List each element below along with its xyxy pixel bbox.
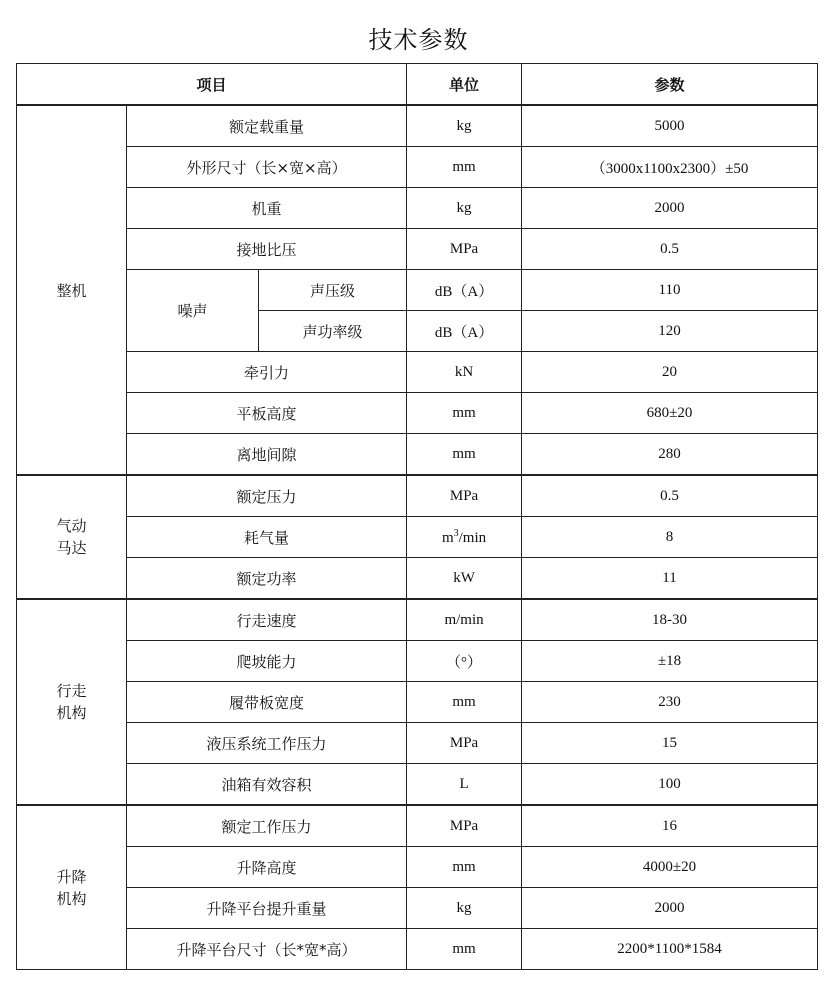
param-value: 4000±20 <box>522 847 818 888</box>
param-unit: MPa <box>407 229 522 270</box>
param-value: 5000 <box>522 105 818 147</box>
param-value: 20 <box>522 352 818 393</box>
table-row <box>17 641 818 682</box>
spec-table <box>16 63 818 970</box>
table-row <box>17 847 818 888</box>
section-label-travel <box>17 599 127 805</box>
param-name: 额定压力 <box>127 475 407 517</box>
param-name: 升降高度 <box>127 847 407 888</box>
param-name: 外形尺寸（长×宽×高） <box>127 147 407 188</box>
param-name: 牵引力 <box>127 352 407 393</box>
param-unit: MPa <box>407 723 522 764</box>
section-label-line: 机构 <box>56 704 87 722</box>
page-title: 技术参数 <box>368 26 469 54</box>
param-value: 2000 <box>522 888 818 929</box>
param-unit: mm <box>407 147 522 188</box>
table-row <box>17 147 818 188</box>
table-row <box>17 805 818 847</box>
table-row <box>17 393 818 434</box>
unit-base: m <box>441 529 454 546</box>
param-unit: kW <box>407 558 522 600</box>
param-name: 额定载重量 <box>127 105 407 147</box>
param-value: 0.5 <box>522 229 818 270</box>
param-unit: MPa <box>407 475 522 517</box>
param-unit <box>407 517 522 558</box>
param-unit: dB（A） <box>407 270 522 311</box>
param-unit: kN <box>407 352 522 393</box>
param-unit: kg <box>407 188 522 229</box>
param-name: 履带板宽度 <box>127 682 407 723</box>
param-unit: kg <box>407 105 522 147</box>
table-row <box>17 682 818 723</box>
section-label-line: 马达 <box>56 539 87 557</box>
section-label-lift <box>17 805 127 970</box>
table-row <box>17 929 818 970</box>
table-row <box>17 558 818 600</box>
param-unit: L <box>407 764 522 806</box>
param-value: 230 <box>522 682 818 723</box>
table-row <box>17 888 818 929</box>
param-value: 15 <box>522 723 818 764</box>
param-name: 离地间隙 <box>127 434 407 476</box>
unit-rest: /min <box>458 529 487 546</box>
table-row <box>17 270 818 311</box>
table-row <box>17 105 818 147</box>
header-unit: 单位 <box>407 64 522 106</box>
table-row <box>17 764 818 806</box>
param-value: 280 <box>522 434 818 476</box>
table-row <box>17 229 818 270</box>
header-row <box>17 64 818 106</box>
param-unit: mm <box>407 393 522 434</box>
param-name: 额定功率 <box>127 558 407 600</box>
param-unit: m/min <box>407 599 522 641</box>
section-label-line: 升降 <box>56 867 87 886</box>
section-label-whole: 整机 <box>17 105 127 475</box>
param-name: 行走速度 <box>127 599 407 641</box>
param-name: 平板高度 <box>127 393 407 434</box>
section-label-motor <box>17 475 127 599</box>
table-row <box>17 434 818 476</box>
param-name: 爬坡能力 <box>127 641 407 682</box>
param-value: 2000 <box>522 188 818 229</box>
param-unit: （°） <box>407 641 522 682</box>
param-value: 110 <box>522 270 818 311</box>
param-name: 声功率级 <box>259 311 407 352</box>
table-row <box>17 352 818 393</box>
table-row <box>17 517 818 558</box>
header-item: 项目 <box>17 64 407 106</box>
param-value: 120 <box>522 311 818 352</box>
section-label-line: 机构 <box>56 889 87 908</box>
param-value: 18-30 <box>522 599 818 641</box>
param-unit: mm <box>407 847 522 888</box>
param-unit: mm <box>407 929 522 970</box>
param-value: （3000x1100x2300）±50 <box>522 147 818 188</box>
table-row <box>17 188 818 229</box>
param-unit: kg <box>407 888 522 929</box>
unit-superscript: 3 <box>453 527 459 539</box>
param-value: 8 <box>522 517 818 558</box>
param-value: 0.5 <box>522 475 818 517</box>
param-name: 机重 <box>127 188 407 229</box>
param-name: 油箱有效容积 <box>127 764 407 806</box>
table-row <box>17 475 818 517</box>
param-unit: MPa <box>407 805 522 847</box>
param-name: 升降平台提升重量 <box>127 888 407 929</box>
param-value: 11 <box>522 558 818 600</box>
section-label-line: 行走 <box>56 682 87 700</box>
section-label-line: 气动 <box>56 517 87 535</box>
table-row <box>17 723 818 764</box>
param-unit: mm <box>407 434 522 476</box>
param-unit: mm <box>407 682 522 723</box>
param-name: 额定工作压力 <box>127 805 407 847</box>
param-name: 接地比压 <box>127 229 407 270</box>
param-value: 16 <box>522 805 818 847</box>
noise-label: 噪声 <box>127 270 259 352</box>
param-name: 耗气量 <box>127 517 407 558</box>
header-value: 参数 <box>522 64 818 106</box>
param-value: 2200*1100*1584 <box>522 929 818 970</box>
param-value: 680±20 <box>522 393 818 434</box>
param-value: 100 <box>522 764 818 806</box>
param-name: 液压系统工作压力 <box>127 723 407 764</box>
param-name: 声压级 <box>259 270 407 311</box>
table-row <box>17 599 818 641</box>
param-value: ±18 <box>522 641 818 682</box>
param-unit: dB（A） <box>407 311 522 352</box>
param-name: 升降平台尺寸（长*宽*高） <box>127 929 407 970</box>
